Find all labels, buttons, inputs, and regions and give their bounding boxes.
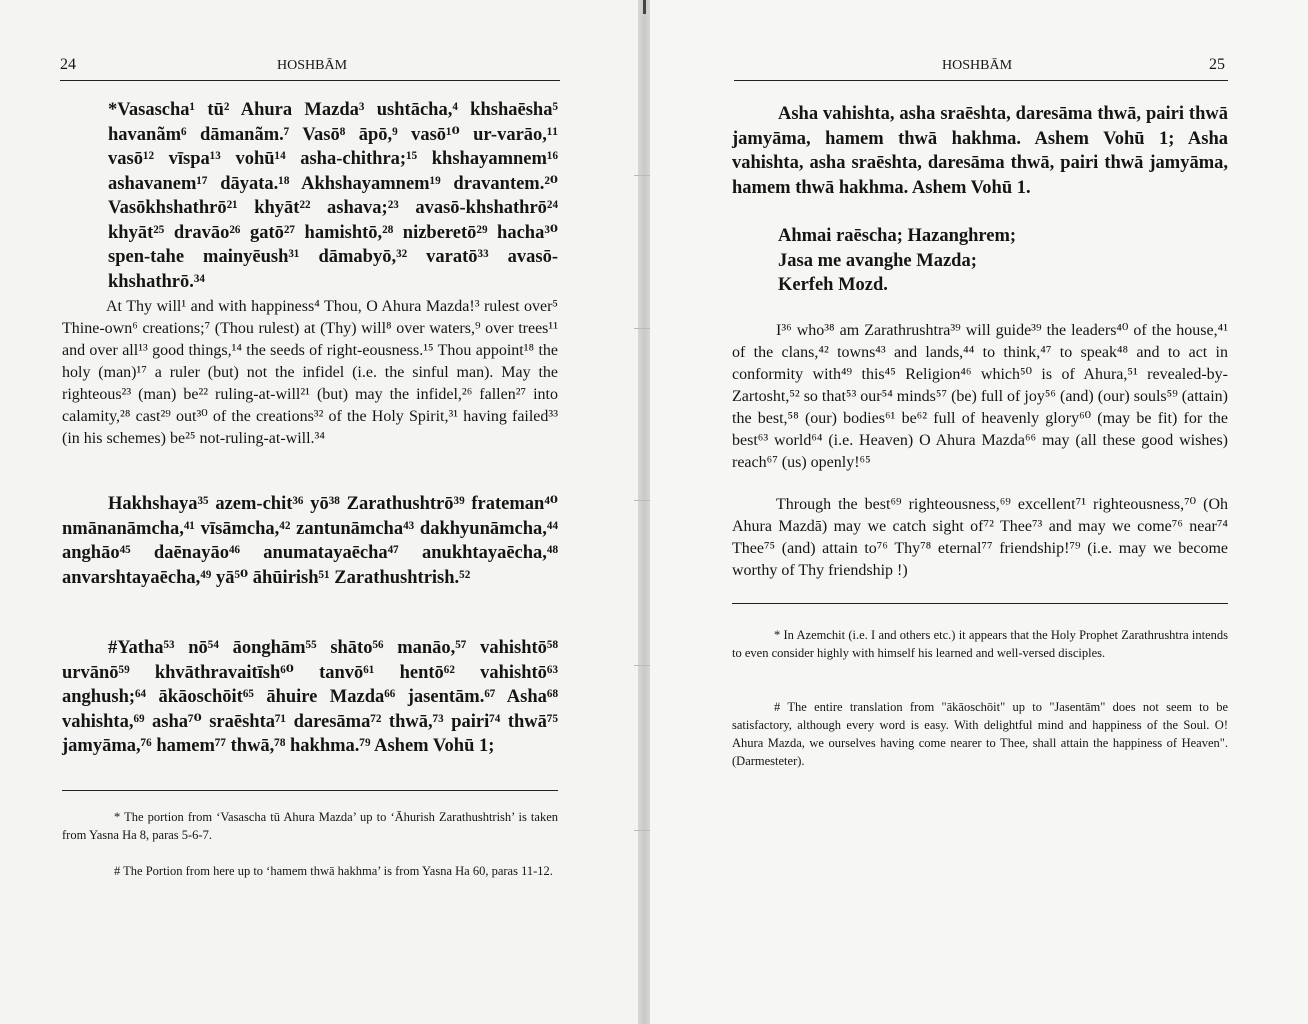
avesta-passage: Hakhshaya³⁵ azem-chit³⁶ yō³⁸ Zarathushtrō³⁹ frateman⁴⁰ nmānanāmcha,⁴¹ vīsāmcha,⁴² zantunāmcha⁴³ dakhyunāmcha,⁴⁴ anghāo⁴⁵ daēnayāo⁴⁶ anumatayaēcha⁴⁷ anukhtayaēcha,⁴⁸ anvarshtayaēcha,⁴⁹ yā⁵⁰ āhūirish⁵¹ Zarathushtrish.⁵² (62, 494, 558, 588)
footnote: # The Portion from here up to ‘hamem thwā hakhma’ is from Yasna Ha 60, paras 11-12. (114, 864, 553, 878)
binding-mark (643, 0, 646, 14)
avesta-passage: *Vasascha¹ tū² Ahura Mazda³ ushtācha,⁴ khshaēsha⁵ havanãm⁶ dāmanãm.⁷ Vasō⁸ āpō,⁹ vasō¹⁰ ur-varāo,¹¹ vasō¹² vīspa¹³ vohū¹⁴ asha-chithra;¹⁵ khshayamnem¹⁶ ashavanem¹⁷ dāyata.¹⁸ Akhshayamnem¹⁹ dravantem.²⁰ Vasōkhshathrō²¹ khyāt²² ashava;²³ avasō-khshathrō²⁴ khyāt²⁵ dravāo²⁶ gatō²⁷ hamishtō,²⁸ nizberetō²⁹ hacha³⁰ spen-tahe mainyēush³¹ dāmabyō,³² varatō³³ avasō- khshathrō.³⁴ (108, 100, 558, 292)
left-page (0, 0, 643, 1024)
avesta-passage: #Yatha⁵³ nō⁵⁴ āonghām⁵⁵ shāto⁵⁶ manāo,⁵⁷ vahishtō⁵⁸ urvānō⁵⁹ khvāthravaitīsh⁶⁰ tanvō⁶¹ hentō⁶² vahishtō⁶³ anghush;⁶⁴ ākāoschōit⁶⁵ āhuire Mazda⁶⁶ jasentām.⁶⁷ Asha⁶⁸ vahishta,⁶⁹ asha⁷⁰ sraēshta⁷¹ daresāma⁷² thwā,⁷³ pairi⁷⁴ thwā⁷⁵ jamyāma,⁷⁶ hamem⁷⁷ thwā,⁷⁸ hakhma.⁷⁹ Ashem Vohū 1; (62, 638, 558, 756)
running-head: HOSHBĀM (942, 58, 1013, 73)
verse-line: Ahmai raēscha; Hazanghrem; (778, 226, 1017, 246)
header-rule (734, 80, 1228, 81)
avesta-passage: Asha vahishta, asha sraēshta, daresāma thwā, pairi thwā jamyāma, hamem thwā hakhma. Ashem Vohū 1; Asha vahishta, asha sraēshta, daresāma thwā, pairi thwā jamyāma, hamem thwā hakhma. Ashem Vohū 1. (732, 104, 1228, 198)
footnote: # The entire translation from "ākāoschōit" up to "Jasentām" does not seem to be satisfactory, although every word is easy. With delightful mind and happiness of the Soul. O! Ahura Mazda, we ourselves having come nearer to Thee, shall attain the happiness of Heaven". (Darmesteter). (732, 700, 1228, 768)
header-rule (60, 80, 560, 81)
footnote-rule (62, 790, 558, 791)
running-head: HOSHBĀM (277, 58, 348, 73)
verse-line: Kerfeh Mozd. (778, 275, 888, 295)
page-number: 24 (60, 56, 76, 73)
translation-paragraph: I³⁶ who³⁸ am Zarathrushtra³⁹ will guide³⁹ the leaders⁴⁰ of the house,⁴¹ of the clans,⁴² towns⁴³ and lands,⁴⁴ to think,⁴⁷ to speak⁴⁸ and to act in conformity with⁴⁹ this⁴⁵ Religion⁴⁶ which⁵⁰ is of Ahura,⁵¹ revealed-by-Zartosht,⁵² so that⁵³ our⁵⁴ minds⁵⁷ (be) full of joy⁵⁶ (and) (our) souls⁵⁹ (attain) the best,⁵⁸ (our) bodies⁶¹ be⁶² full of heavenly glory⁶⁰ (may be fit) for the best⁶³ world⁶⁴ (i.e. Heaven) O Ahura Mazda⁶⁶ may (all these good wishes) reach⁶⁷ (us) openly!⁶⁵ (732, 322, 1228, 471)
avesta-verse (778, 224, 1218, 298)
verse-line: Jasa me avanghe Mazda; (778, 250, 977, 271)
right-page (650, 0, 1308, 1024)
footnote-rule (732, 603, 1228, 604)
translation-paragraph: Through the best⁶⁹ righteousness,⁶⁹ excellent⁷¹ righteousness,⁷⁰ (Oh Ahura Mazdā) may we catch sight of⁷² Thee⁷³ and may we come⁷⁶ near⁷⁴ Thee⁷⁵ (and) attain to⁷⁶ Thy⁷⁸ eternal⁷⁷ friendship!⁷⁹ (i.e. may we become worthy of Thy friendship !) (732, 496, 1228, 579)
footnote: * The portion from ‘Vasascha tū Ahura Mazda’ up to ‘Āhurish Zarathushtrish’ is taken from Yasna Ha 8, paras 5-6-7. (62, 810, 558, 842)
page-number: 25 (1209, 56, 1225, 73)
translation-paragraph: At Thy will¹ and with happiness⁴ Thou, O Ahura Mazda!³ rulest over⁵ Thine-own⁶ creations;⁷ (Thou rulest) at (Thy) will⁸ over waters,⁹ over trees¹¹ and over all¹³ good things,¹⁴ the seeds of right-eousness.¹⁵ Thou appoint¹⁸ the holy (man)¹⁷ a ruler (but) not the infidel (i.e. the sinful man). May the righteous²³ (man) be²² ruling-at-will²¹ (but) may the infidel,²⁶ fallen²⁷ into calamity,²⁸ cast²⁹ out³⁰ of the creations³² of the Holy Spirit,³¹ having failed³³ (in his schemes) be²⁵ not-ruling-at-will.³⁴ (62, 298, 558, 447)
footnote: * In Azemchit (i.e. I and others etc.) it appears that the Holy Prophet Zarathrushtra intends to even consider highly with himself his learned and well-versed disciples. (732, 628, 1228, 660)
